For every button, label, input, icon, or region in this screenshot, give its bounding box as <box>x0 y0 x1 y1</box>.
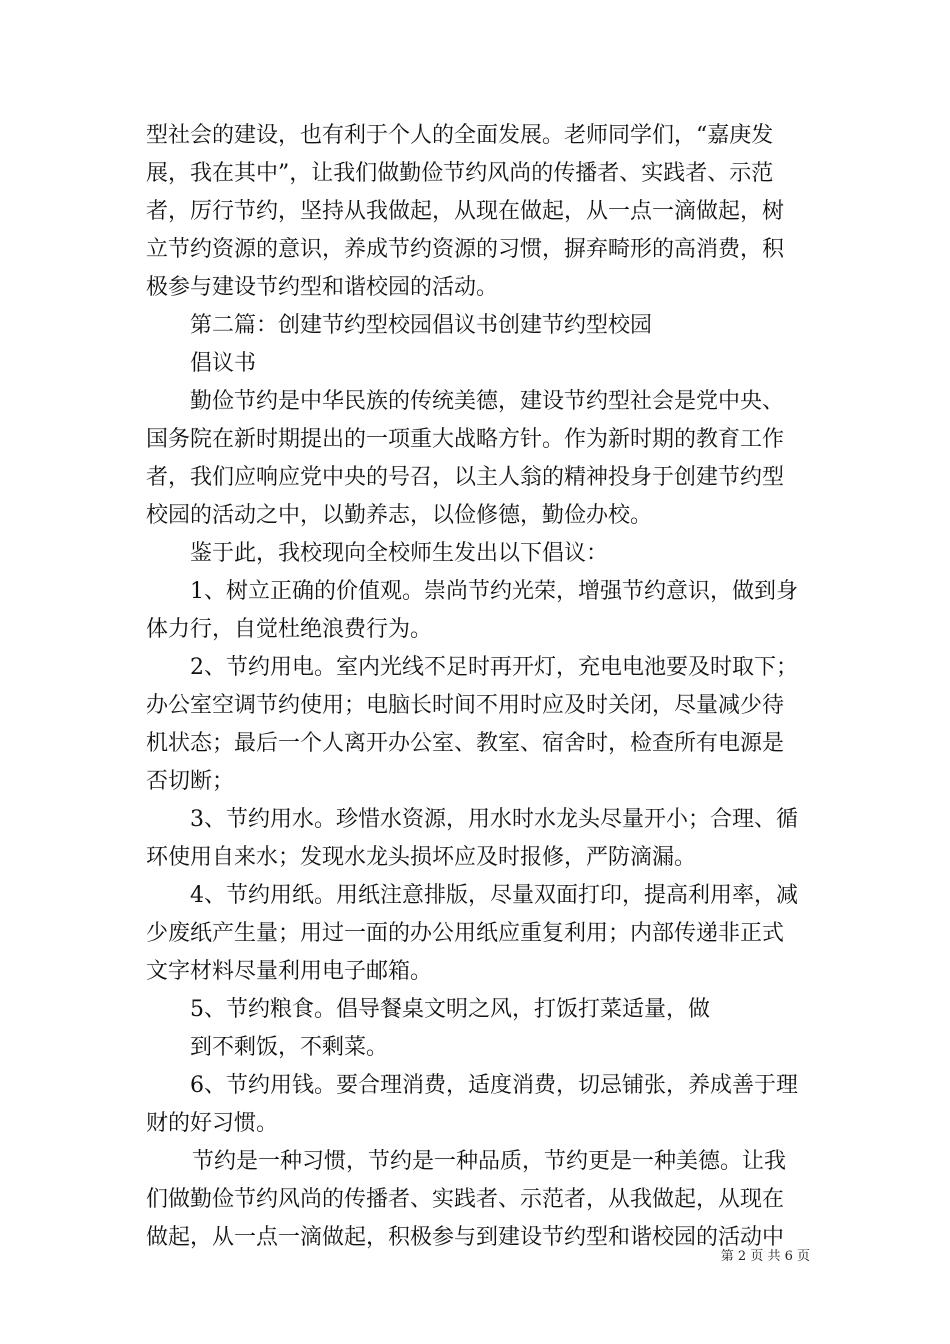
text-line: 财的好习惯。 <box>146 1111 279 1136</box>
list-item-6: 6、节约用钱。要合理消费，适度消费，切忌铺张，养成善于理 <box>190 1073 798 1098</box>
list-item-1: 1、树立正确的价值观。崇尚节约光荣，增强节约意识，做到身 <box>190 579 798 604</box>
text-line: 极参与建设节约型和谐校园的活动。 <box>146 275 499 300</box>
section-title: 第二篇：创建节约型校园倡议书创建节约型校园 <box>190 313 653 338</box>
text-line: 环使用自来水；发现水龙头损坏应及时报修，严防滴漏。 <box>146 845 697 870</box>
text-line: 机状态；最后一个人离开办公室、教室、宿舍时，检查所有电源是 <box>146 731 785 756</box>
text-line: 体力行，自觉杜绝浪费行为。 <box>146 617 433 642</box>
text-line: 展，我在其中”，让我们做勤俭节约风尚的传播者、实践者、示范 <box>146 161 774 186</box>
text-line: 国务院在新时期提出的一项重大战略方针。作为新时期的教育工作 <box>146 427 785 452</box>
page-number-footer: 第 2 页 共 6 页 <box>720 1249 810 1264</box>
text-line: 少废纸产生量；用过一面的办公用纸应重复利用；内部传递非正式 <box>146 921 785 946</box>
list-item-2: 2、节约用电。室内光线不足时再开灯，充电电池要及时取下； <box>190 655 798 680</box>
text-line: 者，厉行节约，坚持从我做起，从现在做起，从一点一滴做起，树 <box>146 199 785 224</box>
text-line: 型社会的建设，也有利于个人的全面发展。老师同学们，“嘉庚发 <box>146 123 774 148</box>
text-line: 节约是一种习惯，节约是一种品质，节约更是一种美德。让我 <box>192 1149 787 1174</box>
text-line: 否切断； <box>146 769 235 794</box>
text-line: 到不剩饭，不剩菜。 <box>190 1035 389 1060</box>
list-item-5: 5、节约粮食。倡导餐桌文明之风，打饭打菜适量，做 <box>190 997 710 1022</box>
text-line: 校园的活动之中，以勤养志，以俭修德，勤俭办校。 <box>146 503 653 528</box>
text-line: 文字材料尽量利用电子邮箱。 <box>146 959 433 984</box>
text-line: 者，我们应响应党中央的号召，以主人翁的精神投身于创建节约型 <box>146 465 785 490</box>
section-subtitle: 倡议书 <box>190 351 257 376</box>
text-line: 做起，从一点一滴做起，积极参与到建设节约型和谐校园的活动中 <box>146 1225 785 1250</box>
text-line: 办公室空调节约使用；电脑长时间不用时应及时关闭，尽量减少待 <box>146 693 785 718</box>
text-line: 们做勤俭节约风尚的传播者、实践者、示范者，从我做起，从现在 <box>146 1187 785 1212</box>
text-line: 鉴于此，我校现向全校师生发出以下倡议： <box>190 541 609 566</box>
list-item-4: 4、节约用纸。用纸注意排版，尽量双面打印，提高利用率，减 <box>190 883 798 908</box>
text-line: 勤俭节约是中华民族的传统美德，建设节约型社会是党中央、 <box>190 389 785 414</box>
list-item-3: 3、节约用水。珍惜水资源，用水时水龙头尽量开小；合理、循 <box>190 807 798 832</box>
text-line: 立节约资源的意识，养成节约资源的习惯，摒弃畸形的高消费，积 <box>146 237 785 262</box>
